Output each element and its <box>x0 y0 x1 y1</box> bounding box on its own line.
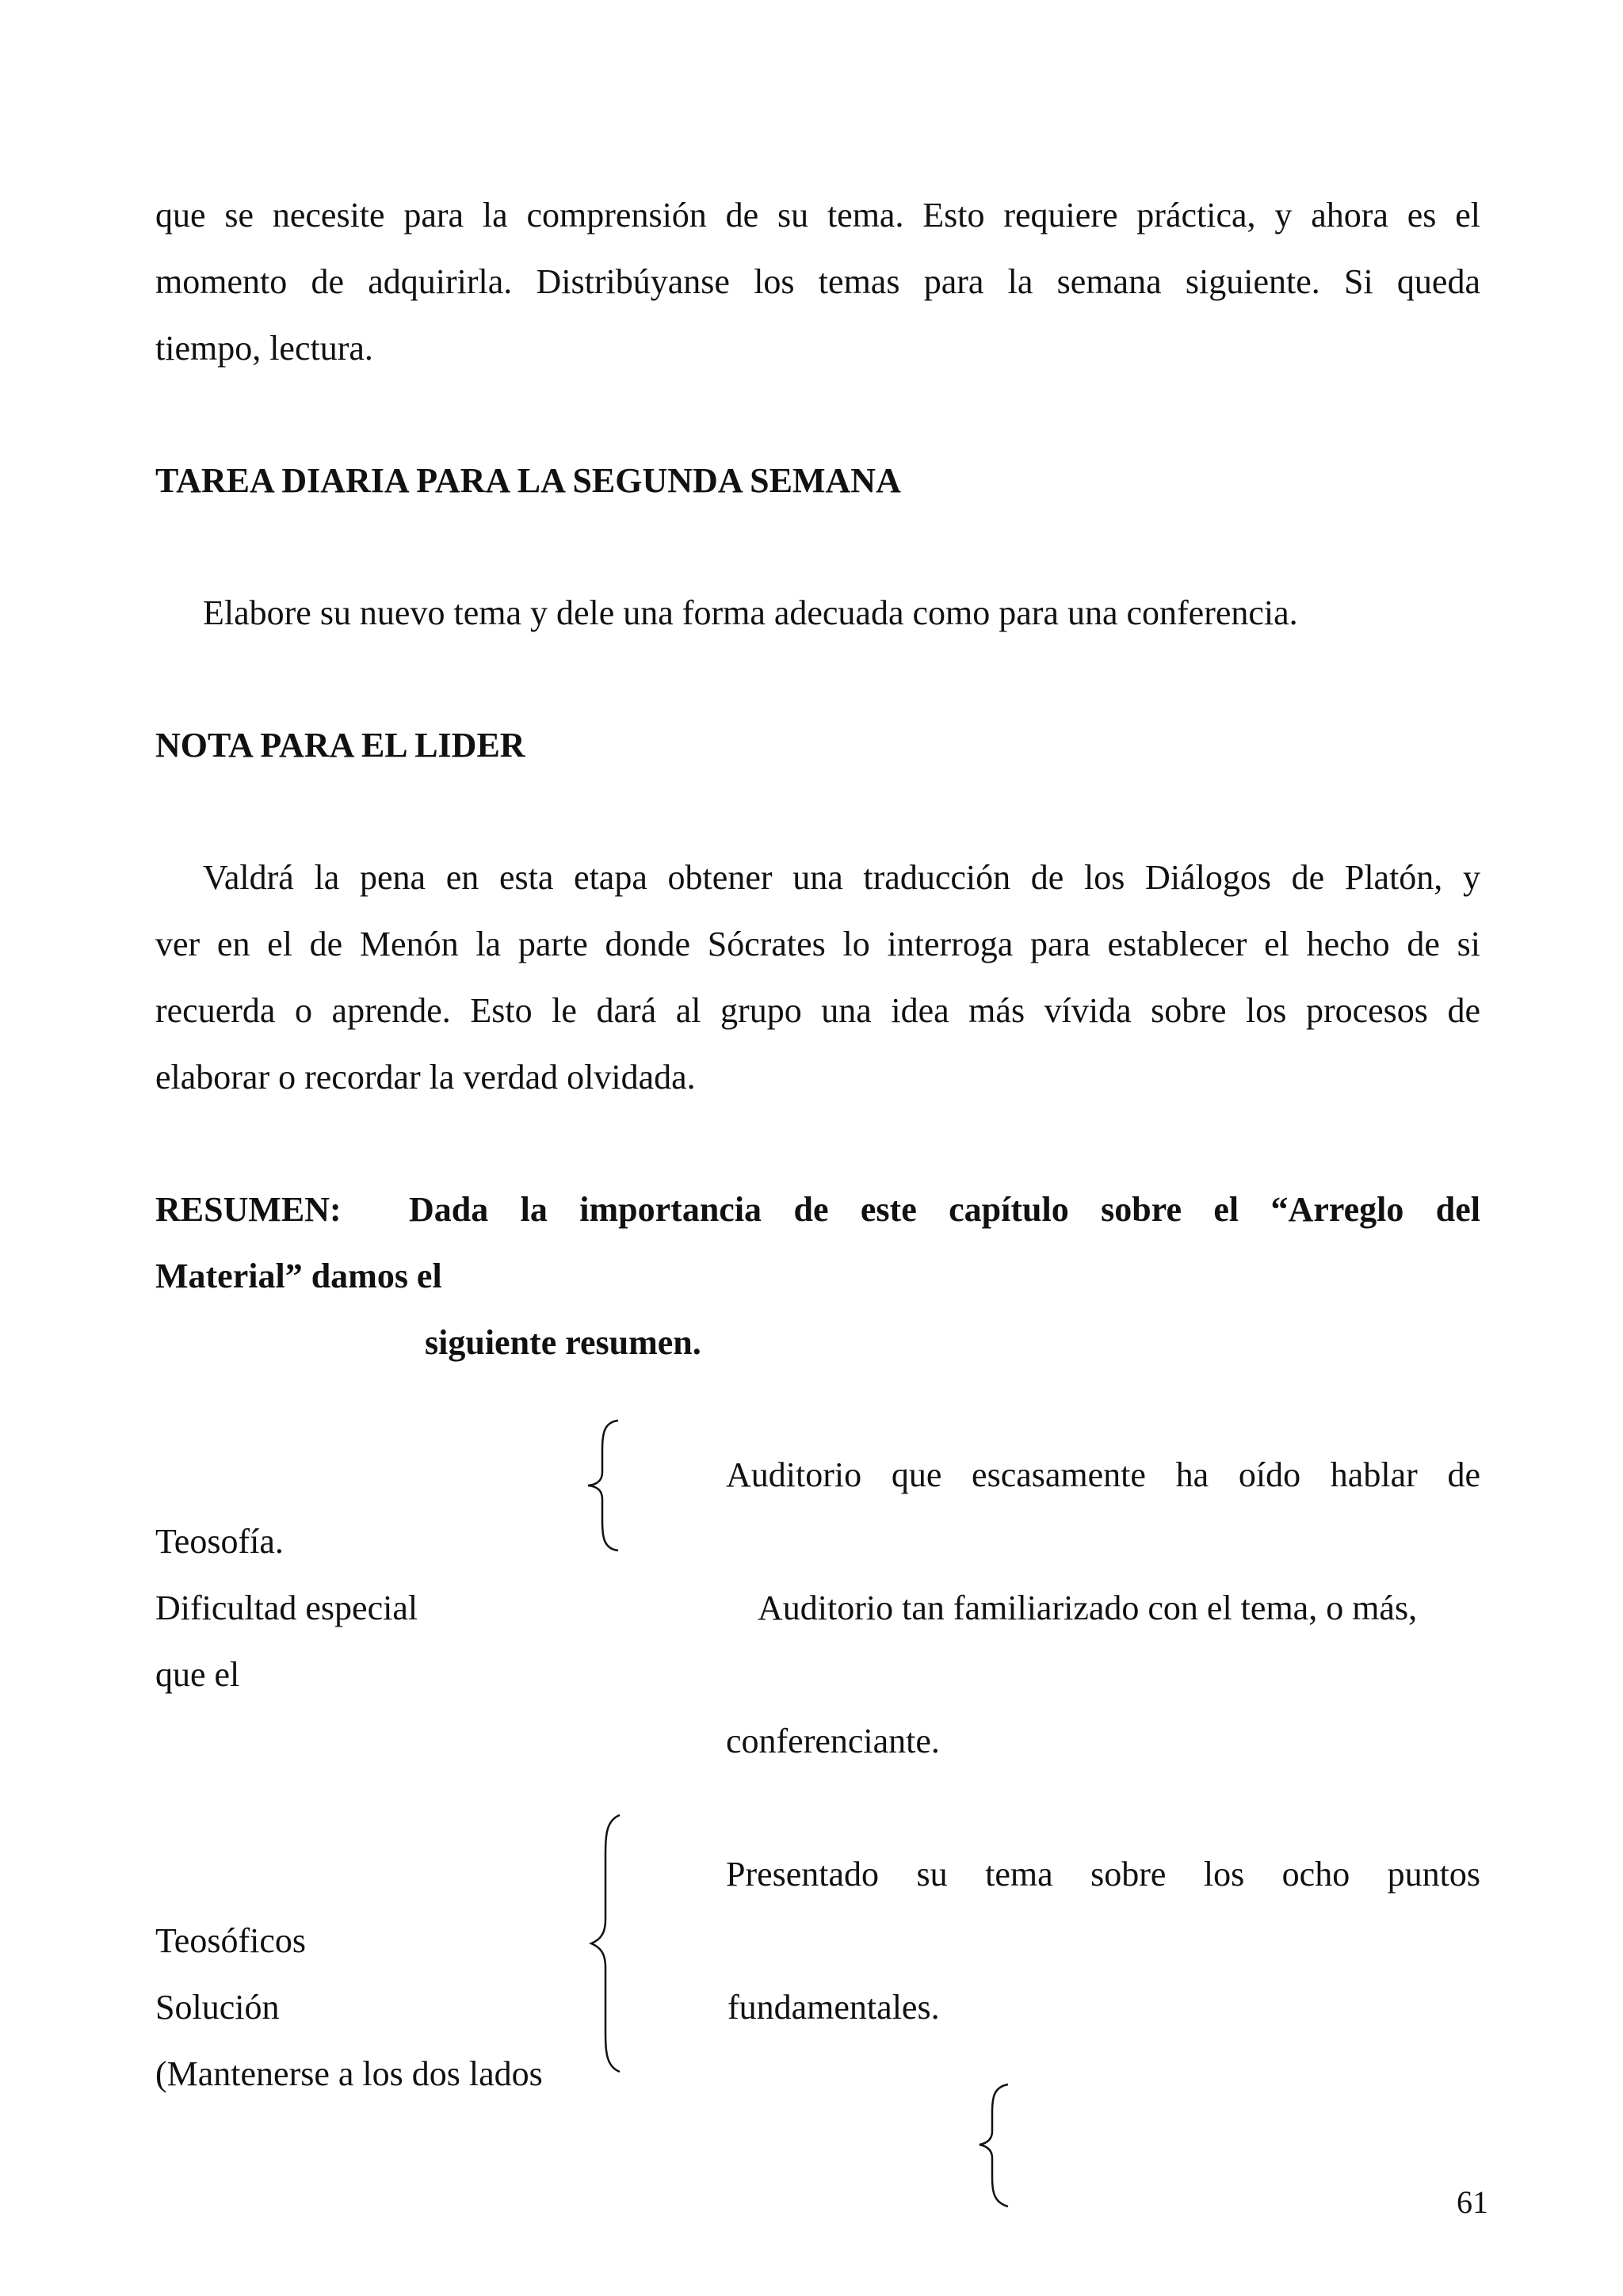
summary-label: Solución <box>155 1988 280 2027</box>
resumen-line: Material” damos el <box>155 1257 442 1295</box>
paragraph-line: recuerda o aprende. Esto le dará al grupo una idea más vívida sobre los procesos de <box>155 991 1480 1030</box>
summary-label: Teosóficos <box>155 1921 306 1960</box>
summary-text: conferenciante. <box>726 1722 940 1760</box>
paragraph-line: elaborar o recordar la verdad olvidada. <box>155 1058 696 1097</box>
page-number: 61 <box>1457 2184 1488 2220</box>
summary-label: (Mantenerse a los dos lados <box>155 2054 543 2093</box>
summary-text: Auditorio tan familiarizado con el tema, o más, <box>758 1589 1418 1627</box>
left-brace-icon <box>967 2082 1014 2209</box>
left-brace-icon <box>579 1418 626 1553</box>
paragraph-line: momento de adquirirla. Distribúyanse los temas para la semana siguiente. Si queda <box>155 262 1480 301</box>
resumen-line: siguiente resumen. <box>425 1323 701 1362</box>
paragraph-line: tiempo, lectura. <box>155 329 373 368</box>
left-brace-icon <box>586 1813 626 2074</box>
paragraph-line: que se necesite para la comprensión de su tema. Esto requiere práctica, y ahora es el <box>155 196 1480 235</box>
summary-text: Teosofía. <box>155 1522 284 1561</box>
summary-label: Dificultad especial <box>155 1589 418 1627</box>
paragraph-line: Valdrá la pena en esta etapa obtener una traducción de los Diálogos de Platón, y <box>203 858 1480 897</box>
summary-text: Auditorio que escasamente ha oído hablar de <box>726 1455 1480 1494</box>
summary-text: Presentado su tema sobre los ocho puntos <box>726 1855 1480 1894</box>
paragraph: Elabore su nuevo tema y dele una forma adecuada como para una conferencia. <box>203 593 1298 632</box>
resumen-line: Dada la importancia de este capítulo sobre el “Arreglo del <box>409 1190 1480 1229</box>
section-heading: NOTA PARA EL LIDER <box>155 726 525 765</box>
resumen-label: RESUMEN: <box>155 1190 342 1229</box>
section-heading: TAREA DIARIA PARA LA SEGUNDA SEMANA <box>155 461 901 500</box>
summary-text: que el <box>155 1655 240 1694</box>
paragraph-line: ver en el de Menón la parte donde Sócrates lo interroga para establecer el hecho de si <box>155 925 1480 963</box>
summary-text: fundamentales. <box>727 1988 940 2027</box>
